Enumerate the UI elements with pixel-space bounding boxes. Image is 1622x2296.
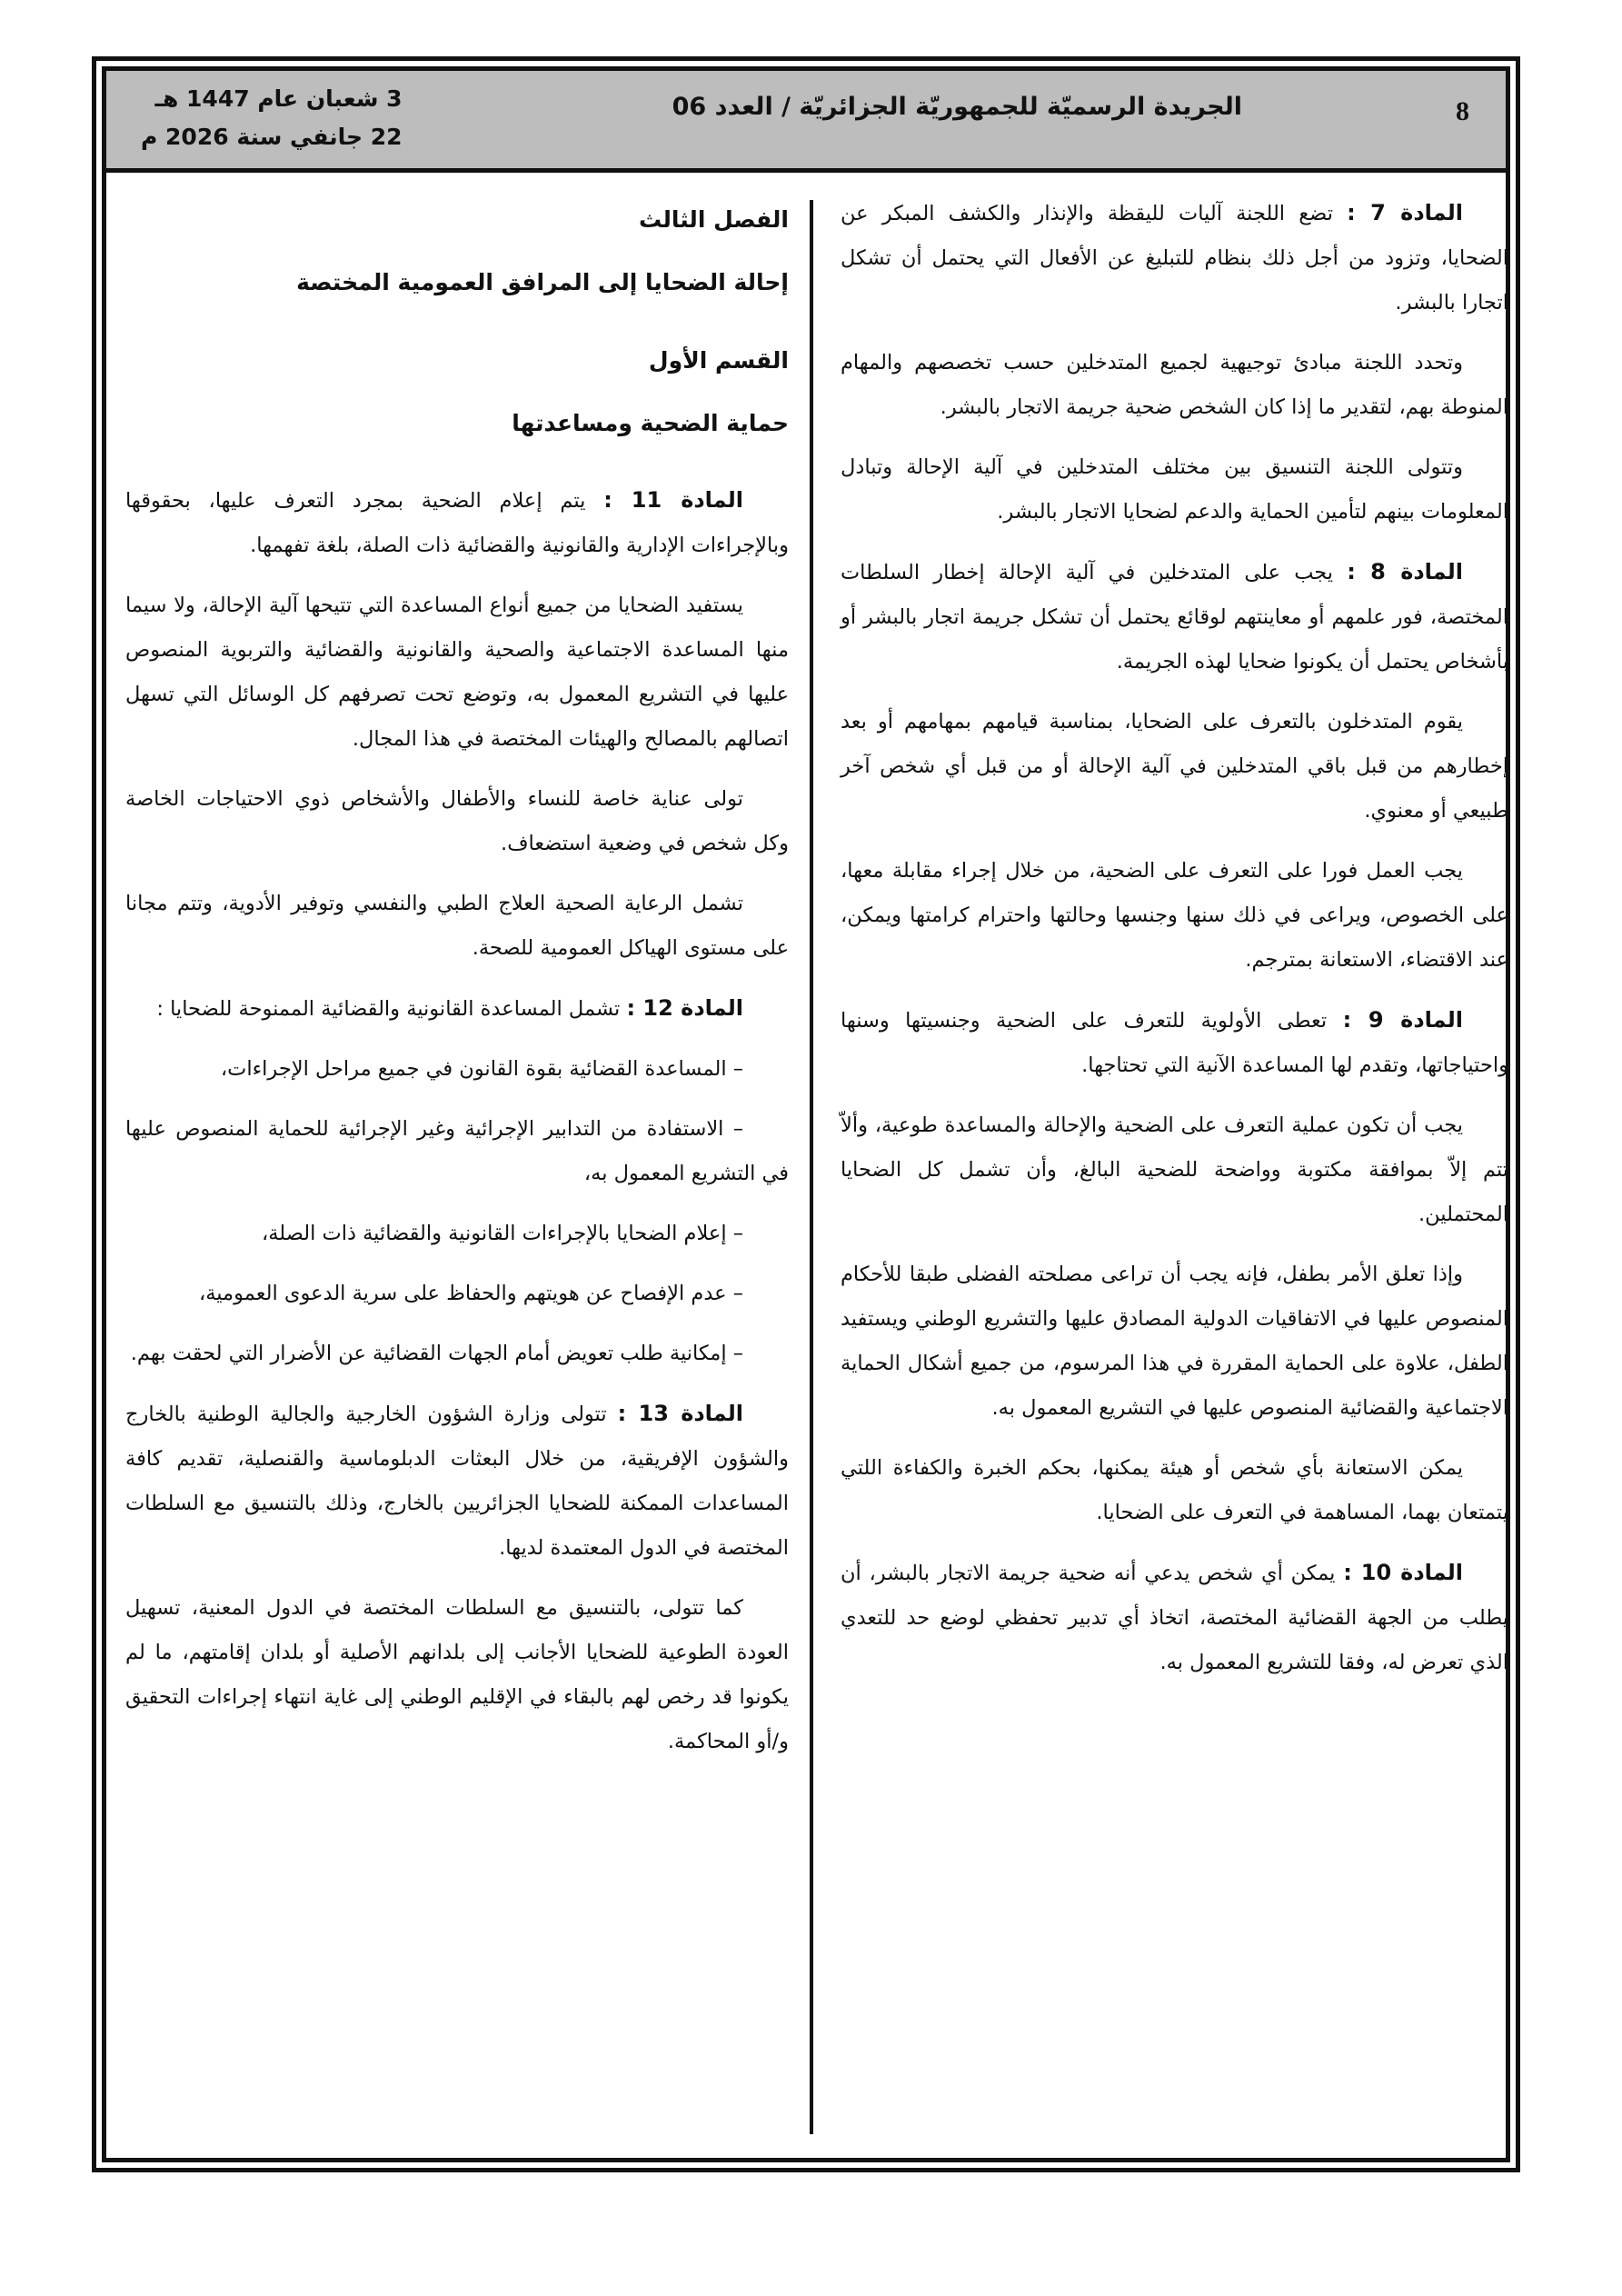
left-column (125, 191, 789, 1780)
article-12 (125, 986, 789, 1032)
section-title: القسم الأول (648, 347, 789, 374)
chapter-title: الفصل الثالث (638, 206, 789, 233)
article-text: يتم إعلام الضحية بمجرد التعرف عليها، بحقوقها وبالإجراءات الإدارية والقانونية والقضائية ذات الصلة، بلغة تفهمها. (125, 489, 789, 557)
article-text: تتولى وزارة الشؤون الخارجية والجالية الوطنية بالخارج والشؤون الإفريقية، من خلال البعثات الدبلوماسية والقنصلية، تقديم كافة المساعدات الممكنة للضحايا الجزائريين بالخارج، وذلك بالتنسيق مع السلطات المختصة في الدول المعتمدة لديها. (125, 1403, 789, 1560)
article-8 (841, 550, 1508, 684)
date-gregorian: 22 جانفي سنة 2026 م (141, 124, 403, 150)
paragraph: وتتولى اللجنة التنسيق بين مختلف المتدخلين في آلية الإحالة وتبادل المعلومات بينهم لتأمين الحماية والدعم لضحايا الاتجار بالبشر. (841, 455, 1508, 524)
page-number: 8 (1456, 96, 1469, 126)
article-text: تعطى الأولوية للتعرف على الضحية وجنسيتها وسنها واحتياجاتها، وتقدم لها المساعدة الآنية التي تحتاجها. (841, 1009, 1508, 1077)
article-9 (841, 998, 1508, 1088)
article-label: المادة 13 : (617, 1401, 744, 1426)
paragraph: كما تتولى، بالتنسيق مع السلطات المختصة في الدول المعنية، تسهيل العودة الطوعية للضحايا الأجانب إلى بلدانهم الأصلية أو بلدان إقامتهم، ما لم يكونوا قد رخص لهم بالبقاء في الإقليم الوطني إلى غاية انتهاء إجراءات التحقيق و/أو المحاكمة. (125, 1596, 789, 1753)
paragraph: يجب العمل فورا على التعرف على الضحية، من خلال إجراء مقابلة معها، على الخصوص، ويراعى في ذلك سنها وجنسها وحالتها واحترام كرامتها ويمكن، عند الاقتضاء، الاستعانة بمترجم. (841, 859, 1508, 972)
article-13 (125, 1392, 789, 1571)
issue-dates (141, 80, 403, 156)
article-text: تضع اللجنة آليات لليقظة والإنذار والكشف المبكر عن الضحايا، وتزود من أجل ذلك بنظام للتبليغ عن الأفعال التي يحتمل أن تشكل اتجارا بالبشر. (841, 202, 1508, 314)
list-item: – إعلام الضحايا بالإجراءات القانونية والقضائية ذات الصلة، (261, 1222, 743, 1245)
paragraph: تولى عناية خاصة للنساء والأطفال والأشخاص ذوي الاحتياجات الخاصة وكل شخص في وضعية استضعاف. (125, 787, 789, 855)
paragraph: تشمل الرعاية الصحية العلاج الطبي والنفسي وتوفير الأدوية، وتتم مجانا على مستوى الهياكل العمومية للصحة. (125, 892, 789, 960)
list-item: – الاستفادة من التدابير الإجرائية وغير الإجرائية للحماية المنصوص عليها في التشريع المعمول به، (125, 1117, 789, 1185)
chapter-heading (125, 196, 789, 306)
paragraph: وإذا تعلق الأمر بطفل، فإنه يجب أن تراعى مصلحته الفضلى طبقا للأحكام المنصوص عليها في الاتفاقيات الدولية المصادق عليها والتشريع الوطني ويستفيد الطفل، علاوة على الحماية المقررة في هذا المرسوم، من جميع أشكال الحماية الاجتماعية والقضائية المنصوص عليها في التشريع المعمول به. (841, 1263, 1508, 1420)
paragraph: يستفيد الضحايا من جميع أنواع المساعدة التي تتيحها آلية الإحالة، ولا سيما منها المساعدة الاجتماعية والصحية والقانونية والقضائية والتربوية المنصوص عليها في التشريع المعمول به، وتوضع تحت تصرفهم كل الوسائل التي تسهل اتصالهم بالمصالح والهيئات المختصة في هذا المجال. (125, 594, 789, 751)
list-item: – المساعدة القضائية بقوة القانون في جميع مراحل الإجراءات، (220, 1057, 743, 1081)
article-label: المادة 7 : (1347, 200, 1464, 225)
article-label: المادة 12 : (626, 995, 743, 1021)
date-hijri: 3 شعبان عام 1447 هـ (154, 85, 403, 112)
article-text: يجب على المتدخلين في آلية الإحالة إخطار السلطات المختصة، فور علمهم أو معاينتهم لوقائع يحتمل أن تشكل جريمة اتجار بالبشر أو بأشخاص يحتمل أن يكونوا ضحايا لهذه الجريمة. (841, 561, 1508, 674)
article-text: تشمل المساعدة القانونية والقضائية الممنوحة للضحايا : (156, 997, 621, 1021)
article-11 (125, 478, 789, 568)
paragraph: يجب أن تكون عملية التعرف على الضحية والإحالة والمساعدة طوعية، وألاّ تتم إلاّ بموافقة مكتوبة وواضحة للضحية البالغ، وأن تشمل كل الضحايا المحتملين. (841, 1113, 1508, 1226)
list-item: – إمكانية طلب تعويض أمام الجهات القضائية عن الأضرار التي لحقت بهم. (130, 1342, 743, 1365)
section-subtitle: حماية الضحية ومساعدتها (512, 410, 789, 436)
article-7 (841, 191, 1508, 325)
article-text: يمكن أي شخص يدعي أنه ضحية جريمة الاتجار بالبشر، أن يطلب من الجهة القضائية المختصة، اتخاذ أي تدبير تحفظي لوضع حد للتعدي الذي تعرض له، وفقا للتشريع المعمول به. (841, 1562, 1508, 1674)
article-label: المادة 9 : (1342, 1007, 1463, 1033)
column-divider (810, 200, 813, 2134)
article-label: المادة 8 : (1347, 559, 1464, 584)
gazette-title: الجريدة الرسميّة للجمهوريّة الجزائريّة / العدد 06 (672, 93, 1242, 121)
paragraph: يمكن الاستعانة بأي شخص أو هيئة يمكنها، بحكم الخبرة والكفاءة اللتي يتمتعان بهما، المساهمة في التعرف على الضحايا. (841, 1456, 1508, 1524)
right-column (841, 191, 1508, 1701)
paragraph: وتحدد اللجنة مبادئ توجيهية لجميع المتدخلين حسب تخصصهم والمهام المنوطة بهم، لتقدير ما إذا كان الشخص ضحية جريمة الاتجار بالبشر. (841, 351, 1508, 419)
chapter-subtitle: إحالة الضحايا إلى المرافق العمومية المختصة (296, 269, 789, 295)
gazette-header (106, 71, 1506, 173)
paragraph: يقوم المتدخلون بالتعرف على الضحايا، بمناسبة قيامهم بمهامهم أو بعد إخطارهم من قبل باقي المتدخلين في آلية الإحالة أو من قبل أي شخص آخر طبيعي أو معنوي. (841, 710, 1508, 823)
list-item: – عدم الإفصاح عن هويتهم والحفاظ على سرية الدعوى العمومية، (198, 1282, 743, 1305)
article-label: المادة 10 : (1343, 1560, 1464, 1585)
section-heading (125, 337, 789, 447)
article-10 (841, 1551, 1508, 1685)
article-label: المادة 11 : (603, 487, 744, 513)
